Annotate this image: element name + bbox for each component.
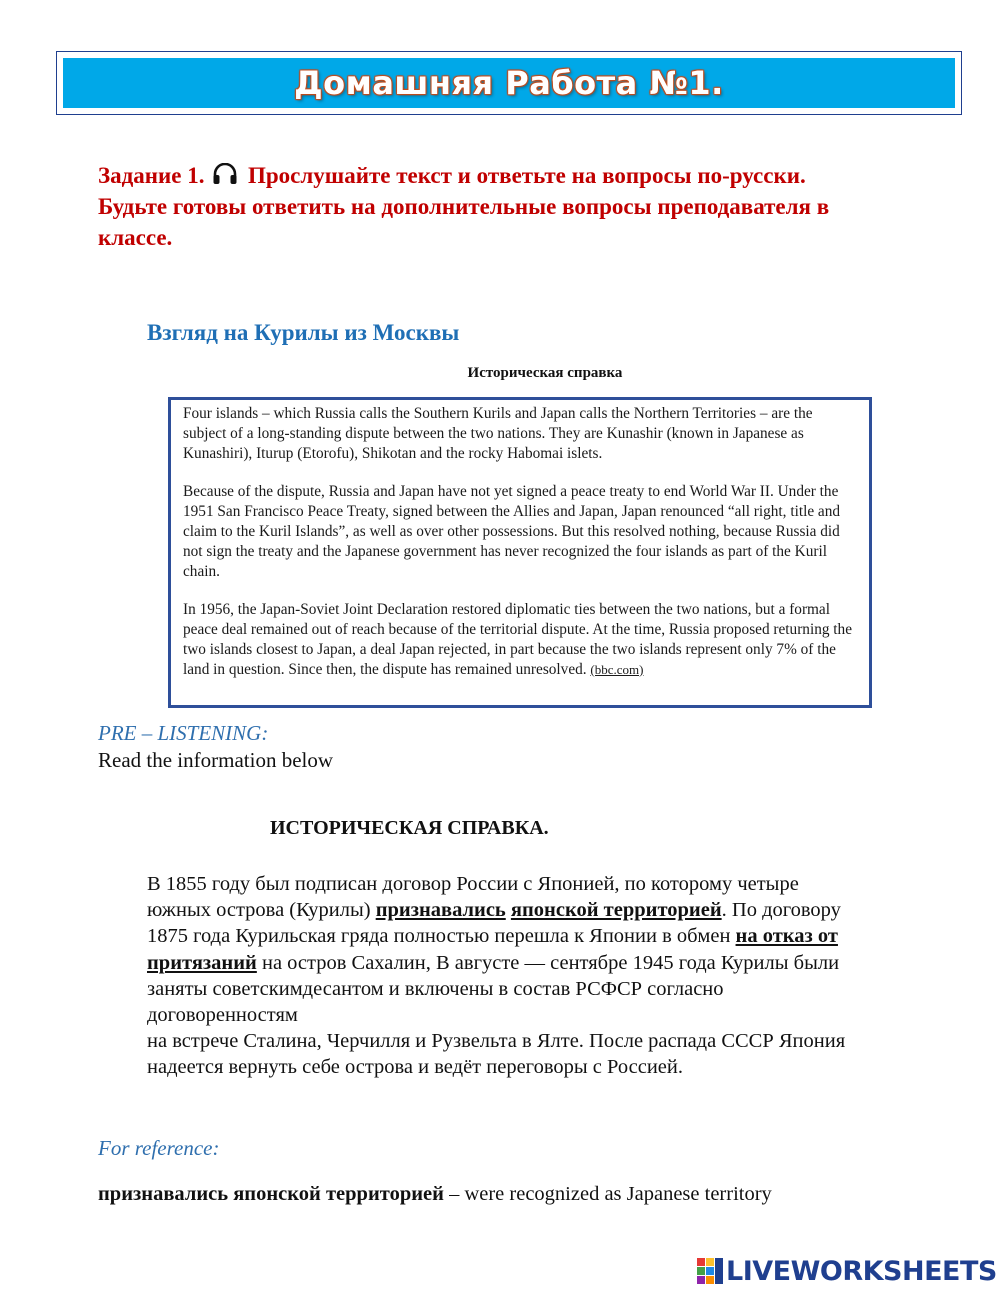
reference-heading: ИСТОРИЧЕСКАЯ СПРАВКА. bbox=[270, 817, 549, 839]
pre-listening-instruction: Read the information below bbox=[98, 748, 334, 772]
reference-text: . По договору 1875 года Курильская гряда полностью перешла к Японии в обмен bbox=[147, 899, 841, 948]
for-reference-label: For reference: bbox=[98, 1136, 220, 1160]
info-box bbox=[168, 397, 872, 708]
headphones-icon bbox=[212, 163, 238, 185]
task-text: Прослушайте текст и ответьте на вопросы по-русски. Будьте готовы ответить на дополнительные вопросы преподавателя в классе. bbox=[98, 163, 830, 250]
info-box-heading: Историческая справка bbox=[467, 365, 623, 381]
highlight-term: признавались bbox=[375, 899, 506, 922]
logo-text: LIVEWORKSHEETS bbox=[726, 1255, 997, 1287]
info-paragraph: Four islands – which Russia calls the Southern Kurils and Japan calls the Northern Territories – are the subject of a long-standing dispute between the two nations. They are Kunashir (known in Japanese as Kunashiri), Iturup (Etorofu), Shikotan and the rocky Habomai islets. bbox=[183, 405, 813, 462]
reference-text: на встрече Сталина, Черчилля и Рузвельта в Ялте. После распада СССР Япония надеется вернуть себе острова и ведёт переговоры с Россией. bbox=[147, 1030, 846, 1079]
reference-paragraph bbox=[147, 871, 847, 1081]
info-paragraph-text: In 1956, the Japan-Soviet Joint Declaration restored diplomatic ties between the two nations, but a formal peace deal remained out of reach because of the territorial dispute. At the time, Russia proposed returning the two islands closest to Japan, a deal Japan rejected, in part because the two islands represent only 7% of the land in question. Since then, the dispute has remained unresolved. bbox=[183, 601, 852, 678]
reference-text: В 1855 году был подписан договор России с Японией, по которому четыре южных острова (Курилы) bbox=[147, 873, 799, 922]
header-banner bbox=[56, 51, 962, 115]
section-subtitle: Взгляд на Курилы из Москвы bbox=[147, 320, 460, 345]
liveworksheets-logo[interactable] bbox=[697, 1256, 997, 1286]
task-instruction bbox=[98, 160, 858, 253]
highlight-term: на отказ от притязаний bbox=[147, 925, 838, 974]
page-title: Домашняя Работа №1. bbox=[294, 64, 724, 102]
source-link[interactable]: (bbc.com) bbox=[590, 661, 644, 677]
glossary-translation: – were recognized as Japanese territory bbox=[443, 1183, 772, 1205]
info-paragraph: Because of the dispute, Russia and Japan have not yet signed a peace treaty to end World War II. Under the 1951 San Francisco Peace Treaty, signed between the Allies and Japan, Japan renounced “all right, title and claim to the Kuril Islands”, as well as over other possessions. But this resolved nothing, because Russia did not sign the treaty and the Japanese government has never recognized the four islands as part of the Kuril chain. bbox=[183, 483, 841, 580]
info-paragraph bbox=[183, 600, 857, 679]
glossary-term: признавались японской территорией bbox=[98, 1183, 444, 1205]
glossary-entry bbox=[98, 1183, 772, 1206]
liveworksheets-logo-icon bbox=[697, 1258, 723, 1284]
pre-listening-label: PRE – LISTENING: bbox=[98, 721, 269, 745]
header-banner-fill bbox=[63, 58, 955, 108]
reference-text: на остров Сахалин, В августе — сентябре 1945 года Курилы были заняты советскимдесантом и включены в состав РСФСР согласно договоренностям bbox=[147, 951, 840, 1027]
highlight-term: японской территорией bbox=[510, 899, 722, 922]
task-label: Задание 1. bbox=[98, 163, 205, 188]
